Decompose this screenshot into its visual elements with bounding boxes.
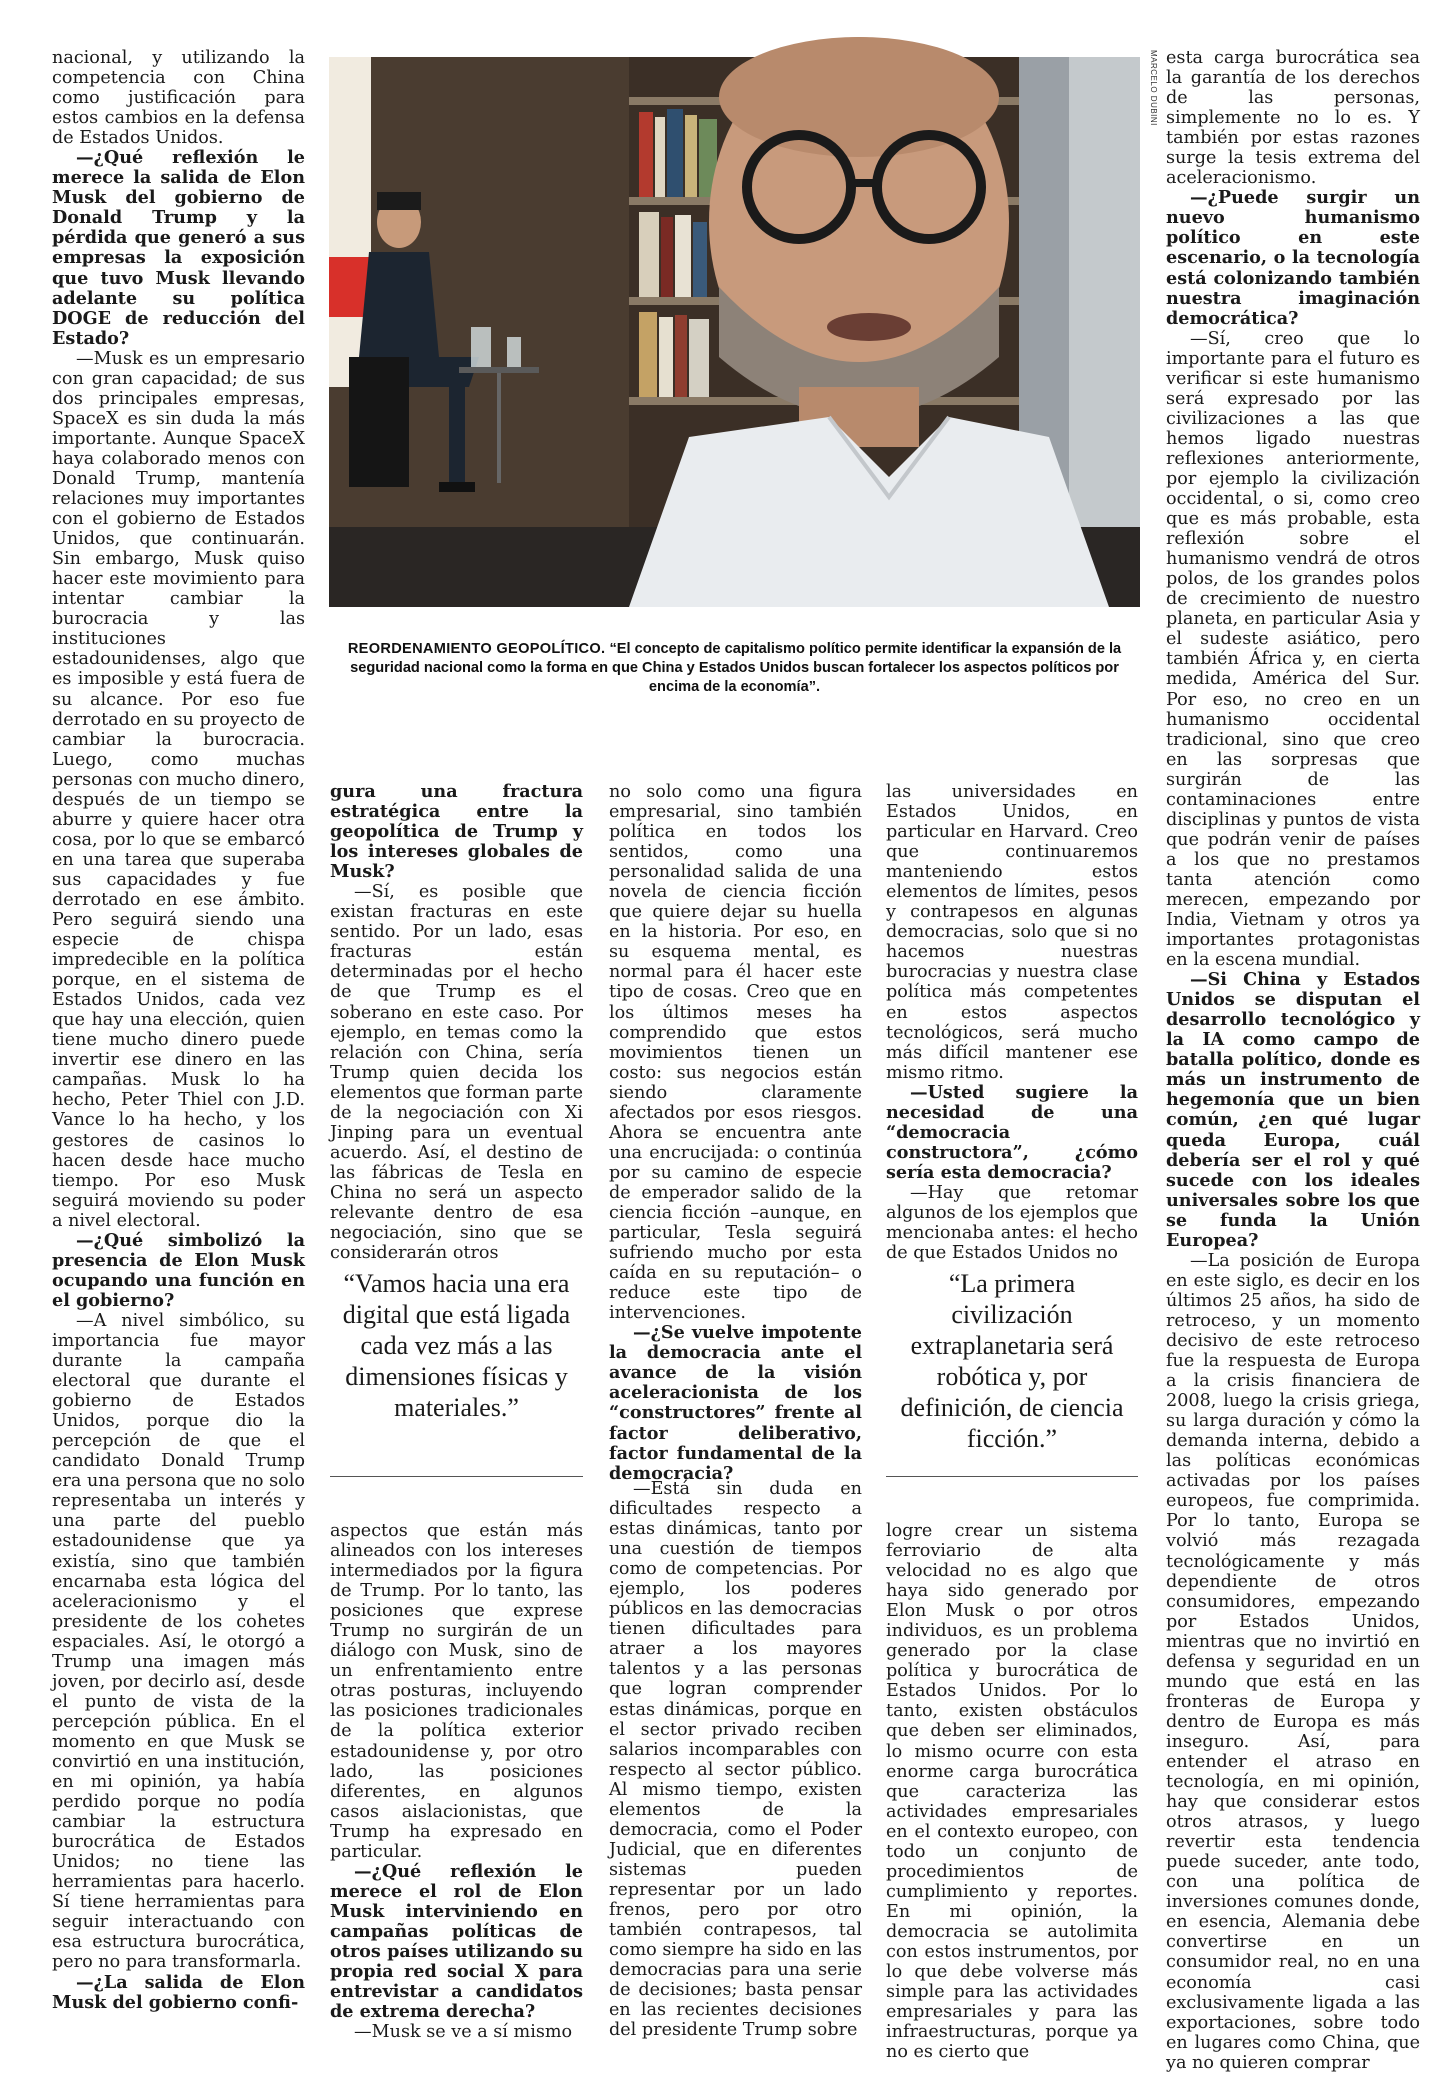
- paragraph: —A nivel simbólico, su importancia fue mayor durante la campaña electoral que durante el gobierno de Estados Unidos, porque dio la percepción de que el candidato Donald Trump era una persona que no solo representaba un interés y una parte del pueblo estadounidense que ya existía, sino que también encarnaba esta lógica del aceleracionismo y el presidente de los cohetes espaciales. Así, le otorgó a Trump una imagen más joven, por decirlo así, desde el punto de vista de la percepción pública. En el momento en que Musk se convirtió en una institución, en mi opinión, ya había perdido porque no podía cambiar la estructura burocrática de Estados Unidos; no tiene las herramientas para hacerlo. Sí tiene herramientas para seguir interactuando con esa estructura burocrática, pero no para transformarla.: [52, 1310, 305, 1973]
- paragraph: esta carga burocrática sea la garantía de los derechos de las personas, simplemente no lo es. Y también por estas razones surge la tesis extrema del aceleracionismo.: [1166, 48, 1420, 189]
- interview-question: —¿Puede surgir un nuevo humanismo político en este escenario, o la tecnología está colonizando también nuestra imaginación democrática?: [1166, 187, 1420, 329]
- paragraph: nacional, y utilizando la competencia con China como justificación para estos cambios en la defensa de Estados Unidos.: [52, 48, 305, 149]
- interview-photo: [329, 57, 1140, 607]
- caption-label: REORDENAMIENTO GEOPOLÍTICO.: [347, 641, 606, 657]
- interview-question: —Usted sugiere la necesidad de una “democracia constructora”, ¿cómo sería esta democracia?: [886, 1081, 1138, 1183]
- paragraph: —La posición de Europa en este siglo, es decir en los últimos 25 años, ha sido de retroceso, y un momento decisivo de este retroceso fue la respuesta de Europa a la crisis financiera de 2008, luego la crisis griega, su larga duración y cómo la demanda interna, debido a las políticas económicas activadas por los países europeos, fue comprimida. Por lo tanto, Europa se volvió más rezagada tecnológicamente y más dependiente de otros consumidores, empezando por Estados Unidos, mientras que no invirtió en defensa y seguridad en un mundo que está en las fronteras de Europa y dentro de Europa es más inseguro. Así, para entender el atraso en tecnología, en mi opinión, hay que considerar estos otros atrasos, y luego revertir esta tendencia puede suceder, ante todo, con una política de inversiones comunes donde, en esencia, Alemania debe convertirse en un consumidor real, no en una economía casi exclusivamente ligada a las exportaciones, sobre todo en lugares como China, que ya no quieren comprar: [1166, 1250, 1420, 2073]
- interview-question: —¿Qué simbolizó la presencia de Elon Musk ocupando una función en el gobierno?: [52, 1229, 305, 1311]
- interview-question: —Si China y Estados Unidos se disputan el desarrollo tecnológico y la IA como campo de batalla político, donde es más un instrumento de hegemonía que un bien común, ¿en qué lugar queda Europa, cuál debería ser el rol y qué sucede con los ideales universales sobre los que se funda la Unión Europea?: [1166, 969, 1420, 1251]
- photo-credit: MARCELO DUBINI: [1149, 50, 1158, 126]
- paragraph: —Sí, es posible que existan fracturas en este sentido. Por un lado, esas fracturas están determinadas por el hecho de que Trump es el soberano en este caso. Por ejemplo, en temas como la relación con China, sería Trump quien decida los elementos que forman parte de la negociación con Xi Jinping para un eventual acuerdo. Así, el destino de las fábricas de Tesla en China no será un aspecto relevante dentro de esa negociación, sino que se considerarán otros: [330, 882, 584, 1264]
- article-column-4-bottom: [886, 1521, 1138, 2063]
- pull-quote-2: “La primera civilización extraplanetaria será robótica y, por definición, de ciencia ficción.”: [886, 1268, 1138, 1477]
- interview-question: —¿Qué reflexión le merece la salida de Elon Musk del gobierno de Donald Trump y la pérdida que generó a sus empresas la exposición que tuvo Musk llevando adelante su política DOGE de reducción del Estado?: [52, 147, 305, 349]
- paragraph: —Musk se ve a sí mismo: [354, 2022, 573, 2043]
- interview-question: gura una fractura estratégica entre la geopolítica de Trump y los intereses globales de Musk?: [330, 781, 583, 883]
- article-column-4-top: [886, 782, 1138, 1264]
- paragraph: —Está sin duda en dificultades respecto a estas dinámicas, tanto por una cuestión de tiempos como de competencias. Por ejemplo, los poderes públicos en las democracias tienen dificultades para atraer a los mayores talentos y a las personas que logran comprender estas dinámicas, porque en el sector privado reciben salarios incomparables con respecto al sector público. Al mismo tiempo, existen elementos de la democracia, como el Poder Judicial, que en diferentes sistemas pueden representar por un lado frenos, pero por otro también contrapesos, tal como siempre ha sido en las democracias para una serie de decisiones; basta pensar en las recientes decisiones del presidente Trump sobre: [609, 1479, 862, 2041]
- photo-caption: [329, 640, 1140, 697]
- interview-question: —¿Qué reflexión le merece el rol de Elon Musk interviniendo en campañas políticas de otros países utilizando su propia red social X para entrevistar a candidatos de extrema derecha?: [330, 1860, 583, 2023]
- article-column-3-bottom: [609, 1479, 862, 2050]
- article-column-3-top: [609, 782, 862, 1484]
- paragraph: —Musk es un empresario con gran capacidad; de sus dos principales empresas, SpaceX es sin duda la más importante. Aunque SpaceX haya colaborado menos con Donald Trump, mantenía relaciones muy importantes con el gobierno de Estados Unidos, que continuarán. Sin embargo, Musk quiso hacer este movimiento para intentar cambiar la burocracia y las instituciones estadounidenses, algo que es imposible y está fuera de su alcance. Por eso fue derrotado en su proyecto de cambiar la burocracia. Luego, como muchas personas con mucho dinero, después de un tiempo se aburre y quiere hacer otra cosa, por lo que se embarcó en una tarea que superaba sus capacidades y fue derrotado en ese ámbito. Pero seguirá siendo una especie de chispa impredecible en la política porque, en el sistema de Estados Unidos, cada vez que hay una elección, quien tiene mucho dinero puede invertir ese dinero en las campañas. Musk lo ha hecho, Peter Thiel con J.D. Vance lo ha hecho, y los gestores de casinos lo hacen desde hace mucho tiempo. Por eso Musk seguirá moviendo su poder a nivel electoral.: [52, 348, 305, 1231]
- paragraph: —Sí, creo que lo importante para el futuro es verificar si este humanismo será expresado por las civilizaciones a las que hemos ligado nuestras reflexiones anteriormente, por ejemplo la civilización occidental, o si, como creo que es más probable, esta reflexión sobre el humanismo vendrá de otros polos, de los grandes polos de crecimiento de nuestro planeta, en particular Asia y el sudeste asiático, pero también África y, en cierta medida, América del Sur. Por eso, no creo en un humanismo occidental tradicional, sino que creo en las sorpresas que surgirán de las contaminaciones entre disciplinas y puntos de vista que podrán venir de países a los que no prestamos tanta atención como merecen, empezando por India, Vietnam y otros ya importantes protagonistas en la escena mundial.: [1166, 328, 1420, 971]
- interview-question: —¿Se vuelve impotente la democracia ante el avance de la visión aceleracionista de los “constructores” frente al factor deliberativo, factor fundamental de la democracia?: [609, 1322, 862, 1484]
- paragraph: aspectos que están más alineados con los intereses intermediados por la figura de Trump. Por lo tanto, las posiciones que exprese Trump no surgirán de un diálogo con Musk, sino de un enfrentamiento entre otras posturas, incluyendo las posiciones tradicionales de la política exterior estadounidense y, por otro lado, las posiciones diferentes, en algunos casos aislacionistas, que Trump ha expresado en particular.: [330, 1521, 583, 1862]
- article-column-5: [1166, 48, 1420, 2073]
- pull-quote-1: “Vamos hacia una era digital que está ligada cada vez más a las dimensiones físicas y materiales.”: [330, 1268, 583, 1477]
- article-column-2-bottom: [330, 1521, 583, 2050]
- article-column-2-top: [330, 781, 584, 1264]
- caption-text: “El concepto de capitalismo político permite identificar la expansión de la seguridad nacional como la forma en que China y Estados Unidos buscan fortalecer los aspectos políticos por encima de la economía”.: [350, 641, 1122, 695]
- paragraph: logre crear un sistema ferroviario de alta velocidad no es algo que haya sido generado por Elon Musk o por otros individuos, es un problema generado por la clase política y burocrática de Estados Unidos. Por lo tanto, existen obstáculos que deben ser eliminados, lo mismo ocurre con esta enorme carga burocrática que caracteriza las actividades empresariales en el contexto europeo, con todo un conjunto de procedimientos de cumplimiento y reportes. En mi opinión, la democracia se autolimita con estos instrumentos, por lo que debe volverse más simple para las actividades empresariales y para las infraestructuras, porque ya no es cierto que: [886, 1521, 1138, 2063]
- paragraph: —Hay que retomar algunos de los ejemplos que mencionaba antes: el hecho de que Estados Unidos no: [886, 1182, 1138, 1264]
- paragraph: las universidades en Estados Unidos, en particular en Harvard. Creo que continuaremos manteniendo estos elementos de límites, pesos y contrapesos en algunas democracias, solo que si no hacemos nuestras burocracias y nuestra clase política más competentes en estos aspectos tecnológicos, será mucho más difícil mantener ese mismo ritmo.: [886, 782, 1138, 1083]
- interview-question: —¿La salida de Elon Musk del gobierno confi-: [52, 1971, 305, 2013]
- paragraph: no solo como una figura empresarial, sino también política en todos los sentidos, como una personalidad salida de una novela de ciencia ficción que quiere dejar su huella en la historia. Por eso, en su esquema mental, es normal para él hacer este tipo de cosas. Creo que en los últimos meses ha comprendido que estos movimientos tienen un costo: sus negocios están siendo claramente afectados por esos riesgos. Ahora se encuentra ante una encrucijada: o continúa por su camino de especie de emperador salido de la ciencia ficción –aunque, en particular, Tesla seguirá sufriendo mucho por esta caída en su reputación– o reduce este tipo de intervenciones.: [609, 782, 862, 1324]
- article-column-1: [52, 48, 305, 2050]
